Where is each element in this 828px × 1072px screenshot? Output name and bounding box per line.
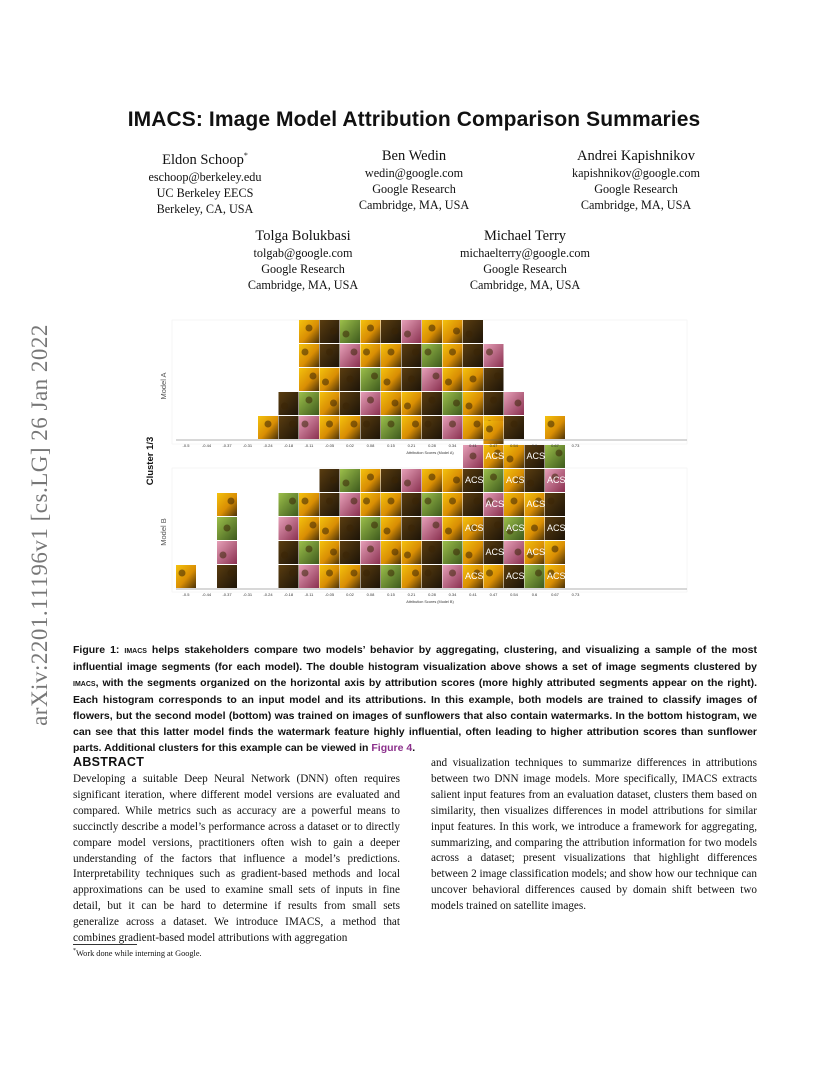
author-email: tolgab@google.com bbox=[253, 246, 353, 260]
abstract-heading: ABSTRACT bbox=[73, 755, 145, 769]
segment-flower-center bbox=[351, 498, 358, 505]
segment-flower-center bbox=[433, 522, 440, 529]
segment-flower-center bbox=[388, 421, 395, 428]
segment-flower-center bbox=[306, 397, 313, 404]
segment-tile bbox=[422, 493, 442, 516]
segment-flower-center bbox=[429, 325, 436, 332]
segment-flower-center bbox=[392, 549, 399, 556]
segment-flower-center bbox=[384, 379, 391, 386]
segment-flower-center bbox=[429, 546, 436, 553]
segment-tile bbox=[340, 344, 360, 367]
segment-flower-center bbox=[347, 525, 354, 532]
segment-tile bbox=[361, 493, 381, 516]
segment-flower-center bbox=[535, 570, 542, 577]
segment-tile bbox=[525, 469, 545, 492]
segment-flower-center bbox=[552, 546, 559, 553]
tick-label: 0.47 bbox=[489, 592, 498, 597]
watermark-label: ACS bbox=[547, 475, 566, 485]
tick-label: -0.24 bbox=[263, 443, 273, 448]
figure-4-link[interactable]: Figure 4 bbox=[371, 742, 413, 754]
segment-flower-center bbox=[466, 331, 473, 338]
segment-tile bbox=[504, 445, 524, 468]
segment-flower-center bbox=[433, 373, 440, 380]
tick-label: 0.47 bbox=[489, 443, 498, 448]
segment-flower-center bbox=[326, 349, 333, 356]
segment-tile bbox=[484, 368, 504, 391]
segment-flower-center bbox=[330, 328, 337, 335]
caption-system-name: imacs bbox=[73, 678, 96, 689]
tick-label: -0.44 bbox=[201, 443, 212, 448]
author-affiliation: Google Research bbox=[594, 182, 678, 196]
model-a-label: Model A bbox=[159, 372, 168, 400]
x-axis-label-b: Attribution Scores (Model B) bbox=[406, 600, 454, 604]
segment-tile bbox=[422, 344, 442, 367]
segment-flower-center bbox=[281, 552, 288, 559]
tick-label: 0.15 bbox=[387, 592, 395, 597]
segment-tile bbox=[402, 541, 422, 564]
tick-label: 0.34 bbox=[448, 592, 457, 597]
segment-flower-center bbox=[548, 498, 555, 505]
segment-tile bbox=[279, 416, 299, 439]
tick-label: -0.05 bbox=[324, 443, 335, 448]
segment-tile bbox=[402, 416, 422, 439]
author-name: Ben Wedin bbox=[381, 148, 447, 164]
segment-tile bbox=[484, 421, 504, 444]
segment-tile bbox=[279, 541, 299, 564]
segment-flower-center bbox=[228, 570, 235, 577]
segment-tile bbox=[320, 368, 340, 391]
segment-tile bbox=[279, 493, 299, 516]
segment-flower-center bbox=[412, 570, 419, 577]
watermark-label: ACS bbox=[465, 523, 484, 533]
tick-label: 0.6 bbox=[531, 443, 538, 448]
segment-flower-center bbox=[326, 421, 333, 428]
segment-flower-center bbox=[367, 397, 374, 404]
tick-label: 0.02 bbox=[346, 443, 354, 448]
footnote-text: Work done while interning at Google. bbox=[76, 948, 202, 958]
segment-flower-center bbox=[363, 421, 370, 428]
segment-tile bbox=[176, 565, 196, 588]
segment-tile bbox=[279, 565, 299, 588]
segment-flower-center bbox=[486, 570, 493, 577]
segment-flower-center bbox=[228, 498, 235, 505]
segment-tile bbox=[381, 517, 401, 540]
segment-flower-center bbox=[322, 379, 329, 386]
segment-tile bbox=[340, 320, 360, 343]
author-email: eschoop@berkeley.edu bbox=[148, 169, 262, 184]
segment-flower-center bbox=[556, 450, 563, 457]
segment-flower-center bbox=[453, 328, 460, 335]
segment-tile bbox=[299, 368, 319, 391]
segment-flower-center bbox=[404, 480, 411, 487]
segment-tile bbox=[217, 565, 237, 588]
segment-flower-center bbox=[351, 421, 358, 428]
segment-tile bbox=[340, 469, 360, 492]
segment-flower-center bbox=[326, 498, 333, 505]
segment-flower-center bbox=[351, 570, 358, 577]
author-block bbox=[213, 227, 393, 293]
segment-tile bbox=[422, 565, 442, 588]
segment-flower-center bbox=[404, 331, 411, 338]
abstract-right-column: and visualization techniques to summarize differences in attributions between two DNN image models. More specifically, IMACS extracts salient input features from an evaluation dataset, clusters them based on similarity, then visualizes differences in model attributions for similar input features. In this work, we introduce a framework for aggregating, summarizing, and comparing the attribution information for two models across a dataset; present visualizations that highlight differences between 2 image classification models; and show how our technique can uncover behavioral differences caused by domain shift between two models trained on satellite images. bbox=[431, 757, 757, 913]
tick-label: -0.37 bbox=[222, 443, 232, 448]
tick-label: 0.28 bbox=[428, 443, 436, 448]
segment-tile bbox=[299, 565, 319, 588]
segment-tile bbox=[340, 493, 360, 516]
segment-flower-center bbox=[289, 498, 296, 505]
segment-tile bbox=[279, 392, 299, 415]
segment-flower-center bbox=[343, 331, 350, 338]
segment-flower-center bbox=[392, 400, 399, 407]
segment-tile bbox=[463, 392, 483, 415]
double-histogram-figure bbox=[140, 314, 700, 609]
footnote-rule bbox=[73, 944, 137, 945]
segment-tile bbox=[463, 344, 483, 367]
tick-label: 0.08 bbox=[366, 443, 375, 448]
segment-flower-center bbox=[425, 421, 432, 428]
segment-flower-center bbox=[474, 498, 481, 505]
segment-flower-center bbox=[404, 552, 411, 559]
segment-flower-center bbox=[384, 528, 391, 535]
arxiv-identifier: arXiv:2201.11196v1 [cs.LG] 26 Jan 2022 bbox=[27, 324, 52, 726]
author-email: kapishnikov@google.com bbox=[571, 166, 700, 180]
caption-text: helps stakeholders compare two models’ behavior by aggregating, clustering, and visualizing a sample of the most influential image segments (for each model). The double histogram visualization above shows a set of image segments clustered by bbox=[73, 644, 757, 673]
segment-tile bbox=[402, 344, 422, 367]
segment-flower-center bbox=[507, 456, 514, 463]
tick-label: 0.41 bbox=[469, 443, 477, 448]
segment-flower-center bbox=[425, 349, 432, 356]
segment-tile bbox=[361, 517, 381, 540]
segment-flower-center bbox=[330, 400, 337, 407]
segment-flower-center bbox=[474, 421, 481, 428]
tick-label: 0.54 bbox=[510, 443, 518, 448]
segment-flower-center bbox=[371, 522, 378, 529]
segment-flower-center bbox=[351, 349, 358, 356]
caption-system-name: imacs bbox=[124, 645, 147, 656]
cluster-label: Cluster 1/3 bbox=[145, 436, 156, 486]
segment-tile bbox=[463, 541, 483, 564]
caption-text: , with the segments organized on the horizontal axis by attribution scores (more highly attributed segments appear on the right). Each histogram corresponds to an input model and its attributions. In this example, both models are trained to classify images of flowers, but the second model (bottom) was trained on images of sunflowers that also contain watermarks. In the bottom histogram, we can see that this latter model finds the watermark feature highly influential, often leading to higher attribution scores than sunflower parts. Additional clusters for this example can be viewed in bbox=[73, 677, 757, 754]
author-name: Andrei Kapishnikov bbox=[577, 148, 695, 164]
watermark-label: ACS bbox=[526, 451, 546, 461]
watermark-label: ACS bbox=[506, 523, 525, 533]
author-location: Berkeley, CA, USA bbox=[156, 201, 254, 216]
segment-flower-center bbox=[408, 376, 415, 383]
segment-flower-center bbox=[412, 421, 419, 428]
segment-flower-center bbox=[310, 373, 317, 380]
segment-flower-center bbox=[466, 552, 473, 559]
segment-tile bbox=[299, 493, 319, 516]
segment-flower-center bbox=[511, 421, 518, 428]
segment-tile bbox=[525, 565, 545, 588]
caption-label: Figure 1: bbox=[73, 644, 120, 656]
segment-flower-center bbox=[343, 552, 350, 559]
segment-flower-center bbox=[322, 528, 329, 535]
segment-tile bbox=[545, 445, 565, 468]
segment-flower-center bbox=[224, 525, 231, 532]
tick-label: -0.11 bbox=[304, 592, 314, 597]
author-affiliation: UC Berkeley EECS bbox=[156, 185, 254, 200]
watermark-label: ACS bbox=[526, 547, 546, 557]
segment-tile bbox=[545, 493, 565, 516]
segment-flower-center bbox=[302, 421, 309, 428]
segment-tile bbox=[402, 469, 422, 492]
segment-tile bbox=[463, 493, 483, 516]
segment-flower-center bbox=[429, 474, 436, 481]
segment-tile bbox=[361, 565, 381, 588]
segment-tile bbox=[340, 416, 360, 439]
tick-label: 0.73 bbox=[571, 592, 580, 597]
segment-flower-center bbox=[474, 349, 481, 356]
author-location: Cambridge, MA, USA bbox=[469, 278, 581, 292]
segment-tile bbox=[402, 493, 422, 516]
tick-label: -0.05 bbox=[324, 592, 335, 597]
tick-label: -0.31 bbox=[242, 592, 253, 597]
tick-label: -0.44 bbox=[201, 592, 212, 597]
segment-flower-center bbox=[306, 325, 313, 332]
segment-flower-center bbox=[449, 421, 456, 428]
segment-flower-center bbox=[429, 397, 436, 404]
segment-tile bbox=[361, 344, 381, 367]
watermark-label: ACS bbox=[485, 451, 505, 461]
paper-title: IMACS: Image Model Attribution Comparison Summaries bbox=[127, 108, 701, 131]
author-affiliation: Google Research bbox=[372, 182, 456, 196]
tick-label: 0.21 bbox=[407, 443, 416, 448]
segment-tile bbox=[443, 368, 463, 391]
tick-label: 0.67 bbox=[551, 443, 559, 448]
segment-flower-center bbox=[179, 570, 186, 577]
author-email: wedin@google.com bbox=[364, 166, 464, 180]
segment-flower-center bbox=[388, 570, 395, 577]
figure-caption bbox=[73, 642, 757, 756]
footnote-marker: * bbox=[73, 948, 76, 954]
watermark-label: ACS bbox=[547, 571, 566, 581]
tick-label: 0.28 bbox=[428, 592, 436, 597]
segment-flower-center bbox=[388, 349, 395, 356]
segment-flower-center bbox=[515, 549, 522, 556]
segment-flower-center bbox=[220, 552, 227, 559]
segment-tile bbox=[422, 368, 442, 391]
segment-flower-center bbox=[265, 421, 272, 428]
segment-flower-center bbox=[470, 453, 477, 460]
segment-tile bbox=[217, 493, 237, 516]
author-name: Tolga Bolukbasi bbox=[255, 228, 351, 244]
footnote-marker: * bbox=[243, 151, 248, 160]
segment-flower-center bbox=[367, 546, 374, 553]
segment-flower-center bbox=[412, 349, 419, 356]
tick-label: 0.6 bbox=[531, 592, 538, 597]
segment-flower-center bbox=[302, 498, 309, 505]
tick-label: 0.41 bbox=[469, 592, 477, 597]
segment-tile bbox=[484, 565, 504, 588]
author-location: Cambridge, MA, USA bbox=[580, 198, 692, 212]
segment-flower-center bbox=[330, 477, 337, 484]
segment-flower-center bbox=[453, 549, 460, 556]
author-affiliation: Google Research bbox=[483, 262, 567, 276]
segment-flower-center bbox=[343, 480, 350, 487]
segment-flower-center bbox=[470, 376, 477, 383]
watermark-label: ACS bbox=[485, 547, 505, 557]
segment-flower-center bbox=[343, 403, 350, 410]
segment-flower-center bbox=[531, 525, 538, 532]
segment-flower-center bbox=[445, 379, 452, 386]
author-email: michaelterry@google.com bbox=[459, 246, 590, 260]
segment-flower-center bbox=[449, 498, 456, 505]
tick-label: 0.02 bbox=[346, 592, 354, 597]
author-block bbox=[324, 147, 504, 213]
segment-flower-center bbox=[363, 349, 370, 356]
model-b-label: Model B bbox=[159, 518, 168, 546]
segment-tile bbox=[545, 416, 565, 439]
segment-flower-center bbox=[367, 474, 374, 481]
author-name: Eldon Schoop bbox=[162, 151, 244, 168]
watermark-label: ACS bbox=[526, 499, 546, 509]
segment-tile bbox=[463, 320, 483, 343]
author-affiliation: Google Research bbox=[261, 262, 345, 276]
x-axis-label-a: Attribution Scores (Model A) bbox=[406, 451, 454, 455]
tick-label: 0.67 bbox=[551, 592, 559, 597]
segment-flower-center bbox=[449, 349, 456, 356]
tick-label: -0.5 bbox=[182, 443, 190, 448]
segment-flower-center bbox=[404, 403, 411, 410]
segment-tile bbox=[402, 565, 422, 588]
segment-flower-center bbox=[425, 570, 432, 577]
segment-flower-center bbox=[388, 498, 395, 505]
segment-flower-center bbox=[285, 525, 292, 532]
segment-flower-center bbox=[302, 349, 309, 356]
tick-label: 0.54 bbox=[510, 592, 518, 597]
segment-flower-center bbox=[347, 376, 354, 383]
segment-tile bbox=[422, 416, 442, 439]
author-block bbox=[115, 147, 295, 217]
segment-tile bbox=[361, 416, 381, 439]
segment-flower-center bbox=[392, 477, 399, 484]
segment-tile bbox=[299, 416, 319, 439]
watermark-label: ACS bbox=[506, 475, 525, 485]
segment-flower-center bbox=[486, 349, 493, 356]
watermark-label: ACS bbox=[485, 499, 505, 509]
tick-label: -0.18 bbox=[283, 443, 294, 448]
segment-flower-center bbox=[511, 498, 518, 505]
segment-tile bbox=[402, 392, 422, 415]
segment-flower-center bbox=[408, 525, 415, 532]
segment-flower-center bbox=[330, 549, 337, 556]
segment-flower-center bbox=[548, 421, 555, 428]
segment-flower-center bbox=[412, 498, 419, 505]
tick-label: 0.08 bbox=[366, 592, 375, 597]
segment-tile bbox=[299, 344, 319, 367]
author-location: Cambridge, MA, USA bbox=[247, 278, 359, 292]
segment-flower-center bbox=[367, 325, 374, 332]
segment-tile bbox=[340, 565, 360, 588]
segment-tile bbox=[484, 517, 504, 540]
segment-flower-center bbox=[453, 477, 460, 484]
author-name: Michael Terry bbox=[483, 228, 567, 244]
segment-flower-center bbox=[527, 480, 534, 487]
segment-flower-center bbox=[306, 546, 313, 553]
tick-label: -0.24 bbox=[263, 592, 273, 597]
tick-label: 0.21 bbox=[407, 592, 416, 597]
segment-flower-center bbox=[466, 403, 473, 410]
segment-flower-center bbox=[363, 498, 370, 505]
segment-flower-center bbox=[425, 498, 432, 505]
watermark-label: ACS bbox=[506, 571, 525, 581]
tick-label: -0.18 bbox=[283, 592, 294, 597]
segment-flower-center bbox=[302, 570, 309, 577]
segment-flower-center bbox=[515, 400, 522, 407]
caption-end: . bbox=[412, 742, 416, 754]
tick-label: 0.15 bbox=[387, 443, 395, 448]
tick-label: -0.11 bbox=[304, 443, 314, 448]
segment-flower-center bbox=[453, 400, 460, 407]
segment-flower-center bbox=[281, 403, 288, 410]
segment-flower-center bbox=[449, 570, 456, 577]
segment-tile bbox=[443, 517, 463, 540]
abstract-left-column: Developing a suitable Deep Neural Network (DNN) often requires significant iteration, where different model versions are evaluated and compared. While metrics such as accuracy are a powerful means to succinctly describe a model’s performance across a dataset or to directly compare model versions, practitioners often wish to gain a deeper understanding of the factors that influence a model’s predictions. Interpretability techniques such as gradient-based methods and local approximations can be used to examine small sets of inputs in fine detail, but it can be hard to determine if results from small sets generalize across a dataset. We introduce IMACS, a method that combines gradient-based model attributions with aggregation bbox=[73, 773, 400, 945]
segment-tile bbox=[340, 392, 360, 415]
segment-flower-center bbox=[494, 522, 501, 529]
author-block bbox=[435, 227, 615, 293]
tick-label: 0.73 bbox=[571, 443, 580, 448]
segment-tile bbox=[320, 517, 340, 540]
segment-flower-center bbox=[310, 522, 317, 529]
segment-flower-center bbox=[392, 328, 399, 335]
segment-flower-center bbox=[486, 426, 493, 433]
segment-flower-center bbox=[490, 397, 497, 404]
tick-label: -0.5 bbox=[182, 592, 190, 597]
segment-flower-center bbox=[326, 570, 333, 577]
segment-tile bbox=[381, 368, 401, 391]
segment-tile bbox=[361, 368, 381, 391]
segment-tile bbox=[422, 517, 442, 540]
author-location: Cambridge, MA, USA bbox=[358, 198, 470, 212]
watermark-label: ACS bbox=[465, 475, 484, 485]
segment-flower-center bbox=[494, 373, 501, 380]
footnote bbox=[73, 948, 202, 958]
segment-tile bbox=[340, 541, 360, 564]
segment-flower-center bbox=[289, 421, 296, 428]
tick-label: 0.34 bbox=[448, 443, 457, 448]
segment-flower-center bbox=[490, 474, 497, 481]
tick-label: -0.31 bbox=[242, 443, 253, 448]
watermark-label: ACS bbox=[547, 523, 566, 533]
segment-flower-center bbox=[289, 570, 296, 577]
segment-tile bbox=[402, 320, 422, 343]
segment-tile bbox=[217, 541, 237, 564]
author-block bbox=[546, 147, 726, 213]
segment-tile bbox=[463, 416, 483, 439]
tick-label: -0.37 bbox=[222, 592, 232, 597]
segment-flower-center bbox=[445, 528, 452, 535]
segment-tile bbox=[484, 344, 504, 367]
watermark-label: ACS bbox=[465, 571, 484, 581]
segment-flower-center bbox=[371, 373, 378, 380]
segment-tile bbox=[299, 517, 319, 540]
segment-flower-center bbox=[363, 570, 370, 577]
